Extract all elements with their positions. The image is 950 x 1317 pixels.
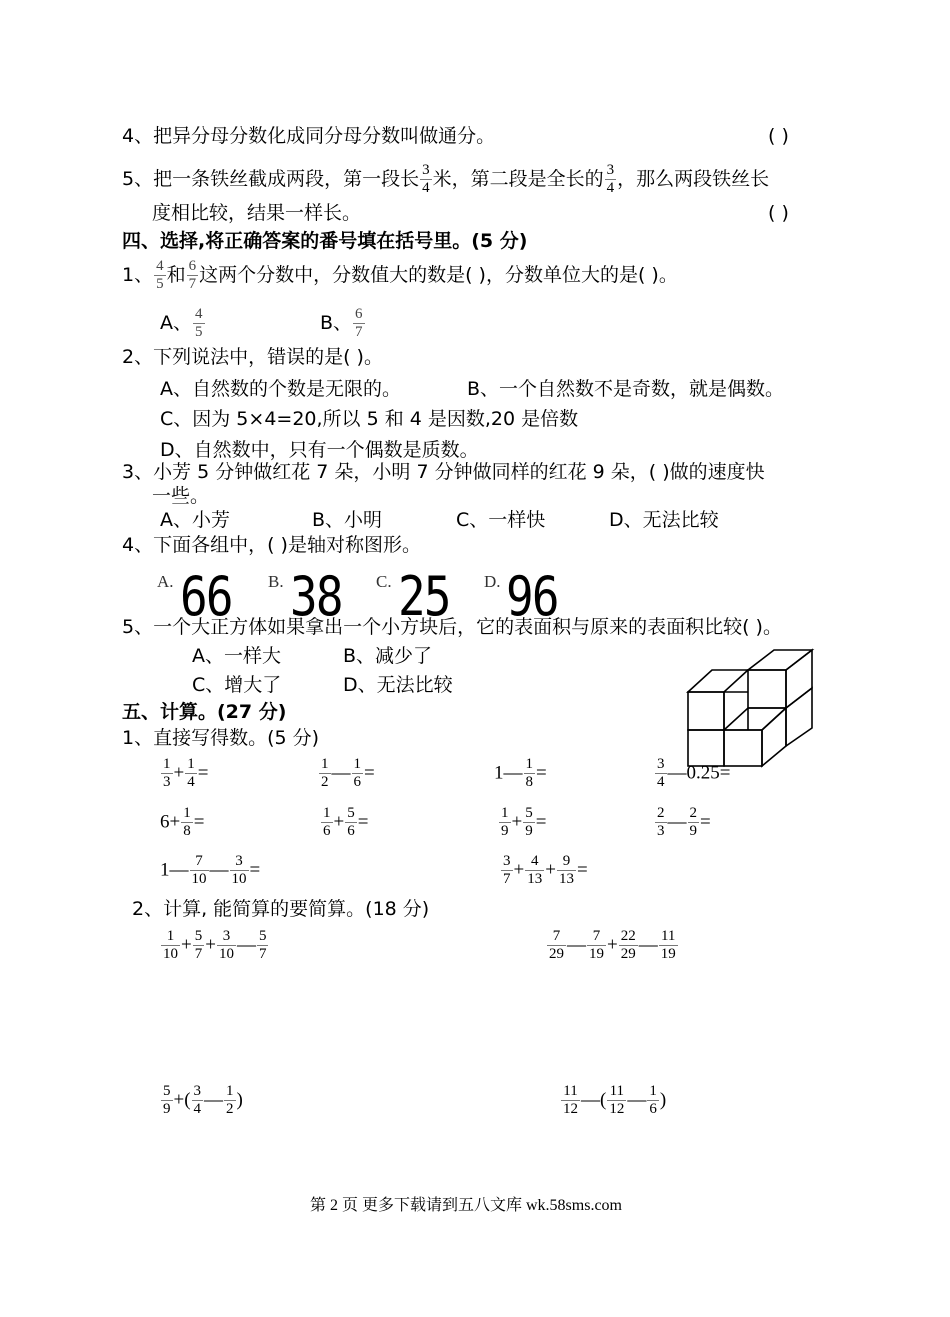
fraction: $\frac{3}{4}$	[657, 756, 665, 790]
s4-q1	[122, 258, 678, 293]
digit-figure: 25	[398, 565, 450, 628]
fraction: $\frac{7}{29}$	[549, 928, 564, 962]
fraction: $\frac{5}{7}$	[194, 928, 203, 962]
fraction: $\frac{1}{9}$	[501, 805, 509, 839]
fraction: $\frac{4}{13}$	[527, 853, 543, 887]
simplify-calc-3[interactable]: $\frac{5}{9}$ +( $\frac{3}{4}$ — $\frac{1}{2}$ )	[163, 1083, 243, 1117]
fraction: $\frac{3}{4}$	[193, 1083, 202, 1117]
s4-q5-option-c[interactable]: C、增大了	[192, 674, 282, 696]
digit-figure: 96	[506, 565, 558, 628]
oral-calc-7[interactable]: $\frac{1}{9}$ + $\frac{5}{9}$ =	[501, 805, 547, 839]
fraction: $\frac{5}{7}$	[258, 928, 267, 962]
fraction: $\frac{1}{8}$	[525, 756, 533, 790]
fraction: $\frac{22}{29}$	[620, 928, 636, 962]
q-number: 1、	[122, 264, 154, 286]
s5-part2-title: 2、计算, 能简算的要简算。(18 分)	[132, 898, 430, 920]
digit-figure: 38	[290, 565, 342, 628]
judge-q5-line1	[122, 162, 769, 197]
s4-q3-option-a[interactable]: A、小芳	[160, 509, 230, 531]
and-word: 和	[166, 264, 186, 286]
s5-part1-title: 1、直接写得数。(5 分)	[122, 727, 320, 749]
oral-calc-1[interactable]: $\frac{1}{3}$ + $\frac{1}{4}$ =	[163, 756, 209, 790]
s4-q5-option-b[interactable]: B、减少了	[343, 645, 433, 667]
s4-q4-text: 4、下面各组中，( )是轴对称图形。	[122, 534, 421, 556]
fraction: $\frac{2}{9}$	[689, 805, 697, 839]
fraction: $\frac{1}{6}$	[323, 805, 331, 839]
s4-q5-option-a[interactable]: A、一样大	[192, 645, 281, 667]
judge-q5-part1: 5、把一条铁丝截成两段，第一段长	[122, 168, 420, 190]
fraction: $\frac{1}{6}$	[353, 756, 361, 790]
fraction: $\frac{7}{10}$	[191, 853, 207, 887]
judge-q5-line2: 度相比较，结果一样长。	[152, 202, 362, 224]
oral-calc-4[interactable]: $\frac{3}{4}$ —0.25=	[657, 756, 731, 790]
fraction: $\frac{1}{3}$	[163, 756, 171, 790]
section4-title: 四、选择,将正确答案的番号填在括号里。(5 分)	[122, 230, 528, 252]
option-label: C.	[376, 572, 392, 591]
section5-title: 五、计算。(27 分)	[122, 701, 287, 723]
fraction: $\frac{3}{7}$	[503, 853, 511, 887]
fraction: $\frac{3}{4}$	[606, 162, 615, 196]
s4-q5-option-d[interactable]: D、无法比较	[343, 674, 453, 696]
option-label: B.	[268, 572, 284, 591]
s4-q1-text: 这两个分数中，分数值大的数是( )，分数单位大的是( )。	[199, 264, 678, 286]
fraction: $\frac{1}{4}$	[187, 756, 195, 790]
oral-calc-3[interactable]: 1— $\frac{1}{8}$ =	[494, 756, 547, 790]
s4-q2-option-a[interactable]: A、自然数的个数是无限的。	[160, 378, 401, 400]
oral-calc-2[interactable]: $\frac{1}{2}$ — $\frac{1}{6}$ =	[321, 756, 375, 790]
fraction: $\frac{1}{8}$	[183, 805, 191, 839]
fraction: $\frac{5}{9}$	[163, 1083, 171, 1117]
oral-calc-6[interactable]: $\frac{1}{6}$ + $\frac{5}{6}$ =	[323, 805, 369, 839]
fraction: $\frac{11}{12}$	[563, 1083, 578, 1117]
judge-q5-answer-paren[interactable]: ( )	[768, 202, 789, 224]
fraction: $\frac{3}{10}$	[231, 853, 247, 887]
fraction: $\frac{3}{10}$	[218, 928, 234, 962]
s4-q3-text: 3、小芳 5 分钟做红花 7 朵，小明 7 分钟做同样的红花 9 朵，( )做的速度快	[122, 461, 765, 483]
judge-q5-part3: ，那么两段铁丝长	[617, 168, 770, 190]
fraction: $\frac{6}{7}$	[188, 258, 197, 292]
fraction: $\frac{3}{4}$	[422, 162, 430, 196]
fraction: $\frac{7}{19}$	[589, 928, 604, 962]
s4-q1-option-b[interactable]: B、 $\frac{6}{7}$	[320, 306, 363, 340]
s4-q5-text: 5、一个大正方体如果拿出一个小方块后，它的表面积与原来的表面积比较( )。	[122, 616, 782, 638]
s4-q3-line2: 一些。	[152, 485, 210, 507]
fraction: $\frac{6}{7}$	[355, 306, 363, 340]
option-label: D.	[484, 572, 501, 591]
simplify-calc-1[interactable]: $\frac{1}{10}$ + $\frac{5}{7}$ + $\frac{3}{10}$ — $\frac{5}{7}$	[163, 928, 267, 962]
s4-q2-option-d[interactable]: D、自然数中，只有一个偶数是质数。	[160, 439, 479, 461]
fraction: $\frac{1}{10}$	[163, 928, 178, 962]
fraction: $\frac{5}{6}$	[347, 805, 355, 839]
fraction: $\frac{2}{3}$	[657, 805, 665, 839]
judge-q5-part2: 米，第二段是全长的	[432, 168, 604, 190]
judge-q4-answer-paren[interactable]: ( )	[768, 125, 789, 147]
page-footer: 第 2 页 更多下载请到五八文库 wk.58sms.com	[310, 1197, 623, 1214]
s4-q3-option-d[interactable]: D、无法比较	[609, 509, 719, 531]
fraction: $\frac{4}{5}$	[156, 258, 164, 292]
fraction: $\frac{1}{6}$	[649, 1083, 657, 1117]
fraction: $\frac{1}{2}$	[226, 1083, 234, 1117]
oral-calc-10[interactable]: $\frac{3}{7}$ + $\frac{4}{13}$ + $\frac{9}{13}$ =	[503, 853, 588, 887]
simplify-calc-4[interactable]: $\frac{11}{12}$ —( $\frac{11}{12}$ — $\frac{1}{6}$ )	[563, 1083, 667, 1117]
s4-q1-option-a[interactable]: A、 $\frac{4}{5}$	[160, 306, 203, 340]
fraction: $\frac{11}{19}$	[660, 928, 676, 962]
s4-q2-text: 2、下列说法中，错误的是( )。	[122, 346, 383, 368]
fraction: $\frac{11}{12}$	[609, 1083, 625, 1117]
fraction: $\frac{5}{9}$	[525, 805, 533, 839]
s4-q3-option-b[interactable]: B、小明	[312, 509, 383, 531]
fraction: $\frac{9}{13}$	[558, 853, 574, 887]
s4-q3-option-c[interactable]: C、一样快	[456, 509, 546, 531]
oral-calc-8[interactable]: $\frac{2}{3}$ — $\frac{2}{9}$ =	[657, 805, 711, 839]
fraction: $\frac{1}{2}$	[321, 756, 329, 790]
s4-q2-option-c[interactable]: C、因为 5×4=20,所以 5 和 4 是因数,20 是倍数	[160, 408, 579, 430]
oral-calc-9[interactable]: 1— $\frac{7}{10}$ — $\frac{3}{10}$ =	[160, 853, 261, 887]
digit-figure: 66	[180, 565, 232, 628]
simplify-calc-2[interactable]: $\frac{7}{29}$ — $\frac{7}{19}$ + $\frac{22}{29}$ — $\frac{11}{19}$	[549, 928, 676, 962]
fraction: $\frac{4}{5}$	[195, 306, 203, 340]
judge-q4-text: 4、把异分母分数化成同分母分数叫做通分。	[122, 125, 496, 147]
cube-figure	[684, 644, 824, 774]
option-label: A.	[157, 572, 174, 591]
oral-calc-5[interactable]: 6+ $\frac{1}{8}$ =	[160, 805, 205, 839]
s4-q2-option-b[interactable]: B、一个自然数不是奇数，就是偶数。	[467, 378, 785, 400]
